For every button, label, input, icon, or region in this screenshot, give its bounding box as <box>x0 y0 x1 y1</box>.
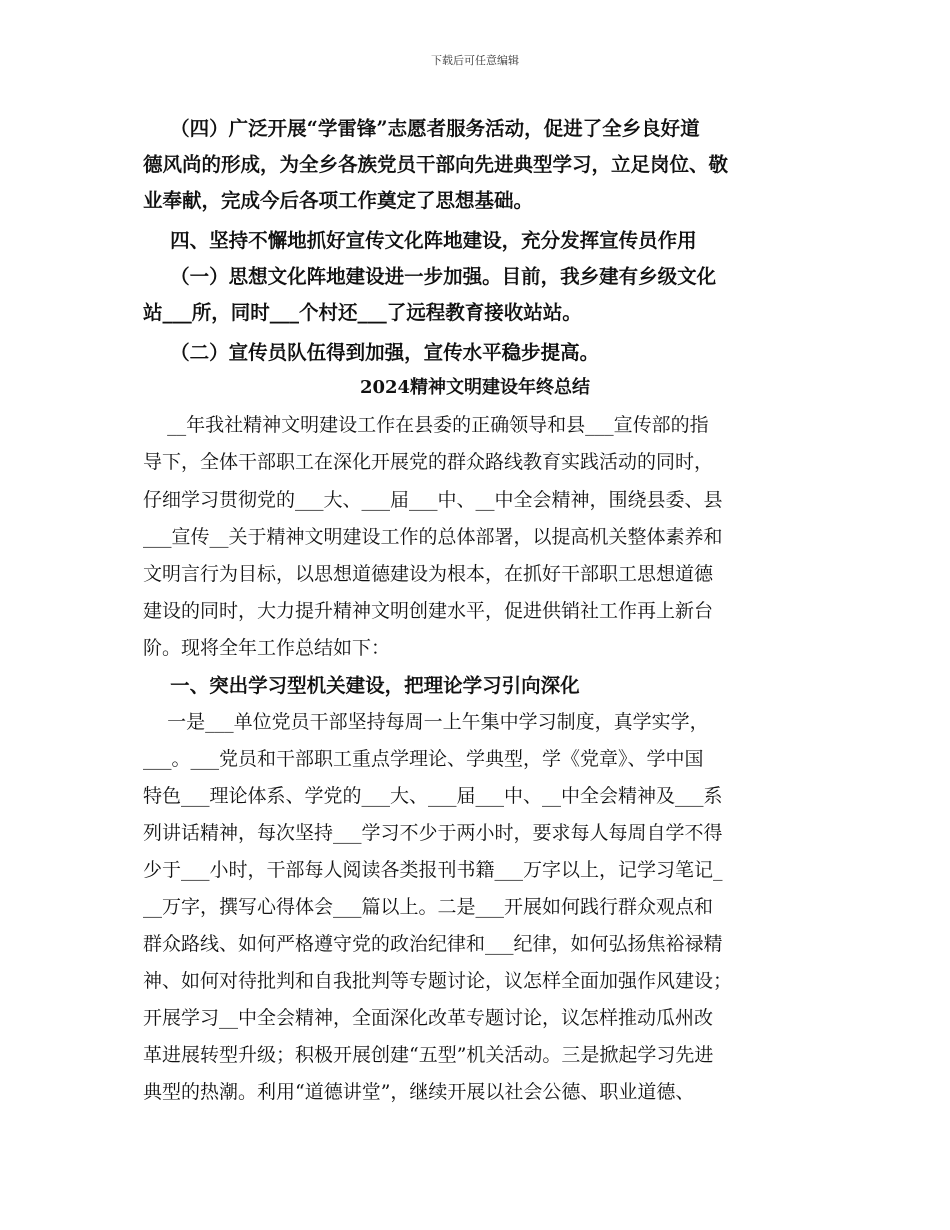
body-line: 仔细学习贯彻党的___大、___届___中、__中全会精神，围绕县委、县 <box>143 489 723 511</box>
body-line: 开展学习__中全会精神，全面深化改革专题讨论，议怎样推动瓜州改 <box>143 1007 714 1029</box>
section-four-line: 业奉献，完成今后各项工作奠定了思想基础。 <box>143 189 534 212</box>
body-line: 导下，全体干部职工在深化开展党的群众路线教育实践活动的同时， <box>143 451 714 473</box>
body-line: ___。___党员和干部职工重点学理论、学典型，学《党章》、学中国 <box>143 748 704 770</box>
body-line: 少于___小时，干部每人阅读各类报刊书籍___万字以上，记学习笔记_ <box>143 859 723 881</box>
body-line: ___宣传__关于精神文明建设工作的总体部署，以提高机关整体素养和 <box>143 526 723 548</box>
body-line: 一是___单位党员干部坚持每周一上午集中学习制度，真学实学， <box>143 711 709 733</box>
body-line: 群众路线、如何严格遵守党的政治纪律和___纪律，如何弘扬焦裕禄精 <box>143 933 723 955</box>
body-line: 文明言行为目标，以思想道德建设为根本，在抓好干部职工思想道德 <box>143 563 714 585</box>
body-line: 神、如何对待批判和自我批判等专题讨论，议怎样全面加强作风建设； <box>143 970 733 992</box>
section-four-line: 德风尚的形成，为全乡各族党员干部向先进典型学习，立足岗位、敬 <box>143 153 729 176</box>
body-line: 革进展转型升级；积极开展创建“五型”机关活动。三是掀起学习先进 <box>143 1044 714 1066</box>
body-line: 特色___理论体系、学党的___大、___届___中、__中全会精神及___系 <box>143 785 723 807</box>
body-line: 列讲话精神，每次坚持___学习不少于两小时，要求每人每周自学不得 <box>143 822 723 844</box>
body-line: __万字，撰写心得体会___篇以上。二是___开展如何践行群众观点和 <box>143 896 714 918</box>
body-line: __年我社精神文明建设工作在县委的正确领导和县___宣传部的指 <box>143 414 709 436</box>
body-line: 典型的热潮。利用“道德讲堂”，继续开展以社会公德、职业道德、 <box>143 1081 695 1103</box>
section-one-heading: 一、突出学习型机关建设，把理论学习引向深化 <box>143 674 580 697</box>
section-heading: 四、坚持不懈地抓好宣传文化阵地建设，充分发挥宣传员作用 <box>143 229 697 252</box>
section-four-line: （四）广泛开展“学雷锋”志愿者服务活动，促进了全乡良好道 <box>143 117 700 140</box>
subsection-line: （二）宣传员队伍得到加强，宣传水平稳步提高。 <box>143 341 600 364</box>
subsection-line: 站___所，同时___个村还___了远程教育接收站站。 <box>143 301 582 324</box>
body-line: 阶。现将全年工作总结如下： <box>143 637 391 659</box>
body-line: 建设的同时，大力提升精神文明创建水平，促进供销社工作再上新台 <box>143 600 714 622</box>
subsection-line: （一）思想文化阵地建设进一步加强。目前，我乡建有乡级文化 <box>143 265 717 288</box>
document-title: 2024精神文明建设年终总结 <box>359 377 591 398</box>
page-header: 下载后可任意编辑 <box>431 54 519 67</box>
